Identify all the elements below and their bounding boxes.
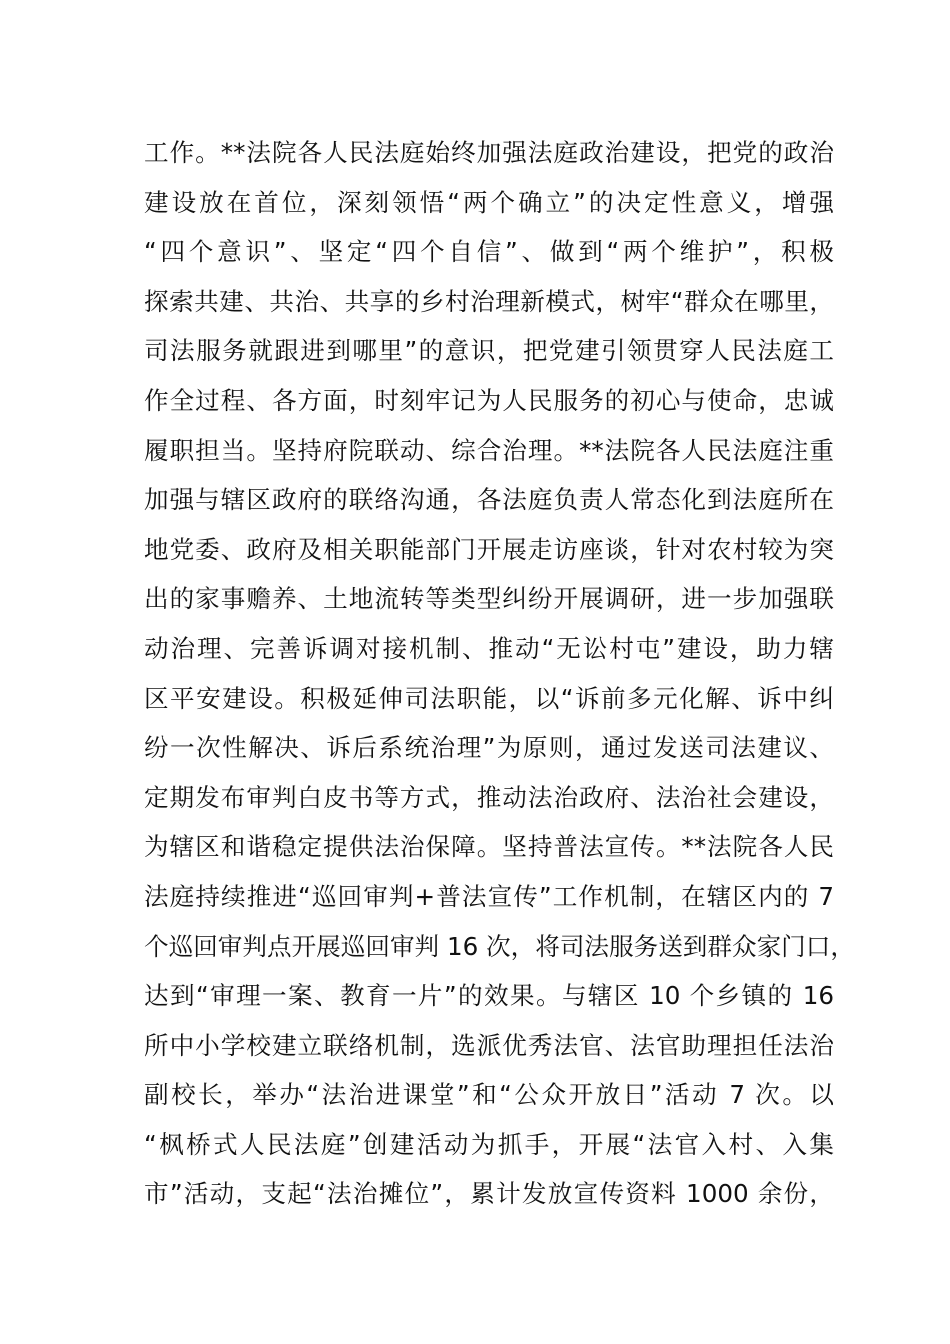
text-line: 为辖区和谐稳定提供法治保障。坚持普法宣传。**法院各人民 [144,832,834,862]
text-line: 作全过程、各方面，时刻牢记为人民服务的初心与使命，忠诚 [144,385,834,415]
text-line: 出的家事赡养、土地流转等类型纠纷开展调研，进一步加强联 [144,584,834,614]
text-line: 加强与辖区政府的联络沟通，各法庭负责人常态化到法庭所在 [144,485,834,515]
text-line: 探索共建、共治、共享的乡村治理新模式，树牢“群众在哪里， [144,286,834,316]
text-line: 副校长，举办“法治进课堂”和“公众开放日”活动 7 次。以 [144,1080,834,1110]
text-line: 市”活动，支起“法治摊位”，累计发放宣传资料 1000 余份， [144,1179,834,1209]
text-line: 区平安建设。积极延伸司法职能，以“诉前多元化解、诉中纠 [144,683,834,713]
text-line: 工作。**法院各人民法庭始终加强法庭政治建设，把党的政治 [144,138,834,167]
text-line: 达到“审理一案、教育一片”的效果。与辖区 10 个乡镇的 16 [144,981,834,1011]
text-line: 定期发布审判白皮书等方式，推动法治政府、法治社会建设， [144,782,834,812]
text-line: “四个意识”、坚定“四个自信”、做到“两个维护”，积极 [144,237,834,267]
text-line: “枫桥式人民法庭”创建活动为抓手，开展“法官入村、入集 [144,1129,834,1159]
text-line: 建设放在首位，深刻领悟“两个确立”的决定性意义，增强 [144,187,834,217]
text-line: 法庭持续推进“巡回审判+普法宣传”工作机制，在辖区内的 7 [144,881,834,911]
text-line: 所中小学校建立联络机制，选派优秀法官、法官助理担任法治 [144,1030,834,1060]
text-line: 履职担当。坚持府院联动、综合治理。**法院各人民法庭注重 [144,435,834,465]
text-line: 动治理、完善诉调对接机制、推动“无讼村屯”建设，助力辖 [144,633,834,663]
body-text [144,128,855,1219]
text-line: 司法服务就跟进到哪里”的意识，把党建引领贯穿人民法庭工 [144,336,834,366]
text-line: 纷一次性解决、诉后系统治理”为原则，通过发送司法建议、 [144,733,834,763]
text-line: 地党委、政府及相关职能部门开展走访座谈，针对农村较为突 [144,534,834,564]
text-line: 个巡回审判点开展巡回审判 16 次，将司法服务送到群众家门口， [144,931,855,961]
